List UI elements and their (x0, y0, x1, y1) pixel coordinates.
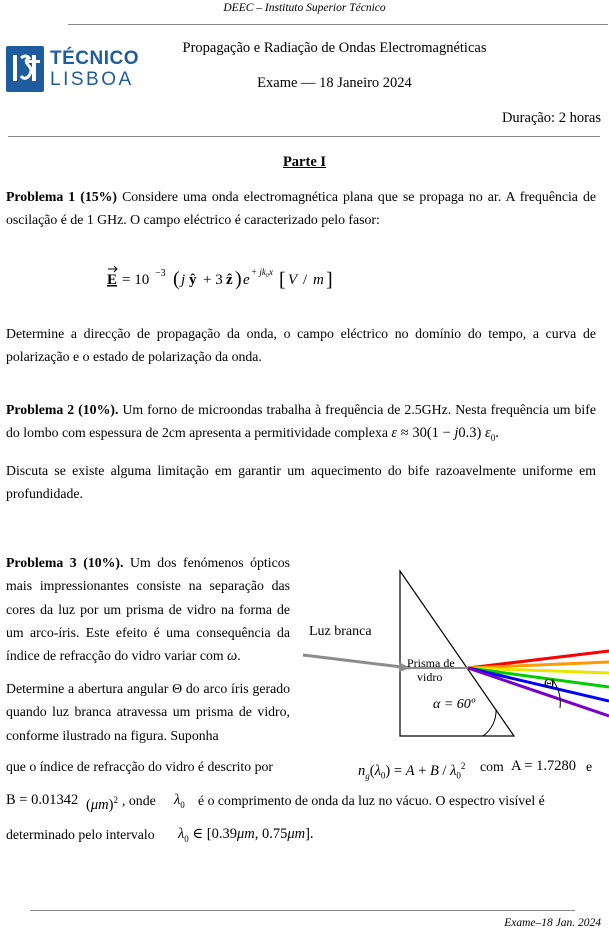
line-c-text: determinado pelo intervalo (6, 827, 155, 842)
problem3-line-b (6, 789, 596, 813)
problem3-line-a: que o índice de refracção do vidro é descrito por $n_g(\lambda_0) = A + B / \lambda_0^2$ com A = 1.7280 e (6, 755, 596, 779)
line-a-com: com (480, 759, 504, 774)
line-a-text: que o índice de refracção do vidro é descrito por (6, 759, 274, 774)
omega-symbol: ω (227, 648, 238, 665)
problem3-text2: Determine a abertura angular Θ do arco íris gerado quando luz branca atravessa um prisma de vidro, conforme ilustrado na figura. Suponha (6, 681, 290, 743)
svg-text:/: / (303, 272, 308, 288)
svg-text:= 10: = 10 (122, 272, 150, 288)
problem2-text: Um forno de microondas trabalha à frequência de 2.5GHz. Nesta frequência um bife do lombo com espessura de 2cm apresenta a permitividade complexa (6, 402, 596, 440)
svg-text:j: j (181, 272, 186, 288)
svg-text:ẑ: ẑ (226, 272, 233, 288)
problem2-question: Discuta se existe alguma limitação em garantir um aquecimento do bife razoavelmente uniforme em profundidade. (6, 463, 596, 501)
svg-text:+ 3: + 3 (203, 272, 223, 288)
line-b-onde: , onde (122, 793, 156, 808)
logo-line2: LISBOA (50, 69, 134, 90)
institution-header: DEEC – Instituto Superior Técnico (223, 2, 386, 14)
luz-branca-label: Luz branca (309, 624, 372, 639)
svg-text:ŷ: ŷ (189, 272, 197, 288)
problem1-text: Considere uma onda electromagnética plana que se propaga no ar. A frequência de oscilação é de 1 GHz. O campo eléctrico é caracterizado pelo fasor: (6, 189, 596, 227)
prism-figure (300, 568, 609, 740)
svg-text:V: V (288, 272, 298, 288)
phasor-equation-graphic (107, 262, 407, 292)
problem3-text: Um dos fenómenos ópticos mais impressionantes consiste na separação das cores da luz por um prisma de vidro na forma de um arco-íris. Este efeito é uma consequência da índice de refracção do vidro variar com (6, 555, 290, 664)
logo-line1: TÉCNICO (50, 48, 139, 69)
A-value: A = 1.7280 (511, 758, 576, 774)
svg-text:m: m (313, 272, 324, 288)
problem1-statement (6, 185, 596, 231)
prisma-label-1: Prisma de (407, 656, 455, 670)
problem2-statement (6, 398, 596, 450)
problem3-label: Problema 3 (10%). (6, 555, 124, 570)
exam-date: Exame — 18 Janeiro 2024 (257, 75, 412, 91)
problem1-question: Determine a direcção de propagação da onda, o campo eléctrico no domínio do tempo, a curva de polarização e o estado de polarização da onda. (6, 326, 596, 364)
phasor-equation (107, 262, 407, 292)
svg-text:): ) (235, 268, 242, 290)
svg-text:+ jk₀x: + jk₀x (251, 267, 273, 277)
theta-label: Θ (544, 677, 555, 692)
header-rule (68, 24, 608, 25)
index-formula: $n_g(\lambda_0) = A + B / \lambda_0^2$ (358, 761, 466, 781)
footer-rule (30, 910, 575, 911)
alpha-label: α = 60º (433, 697, 476, 712)
B-value: B = 0.01342 (6, 792, 79, 808)
svg-text:(: ( (173, 268, 180, 290)
svg-text:e: e (243, 272, 250, 288)
footer: Exame–18 Jan. 2024 (504, 917, 601, 929)
problem3-line-c (6, 823, 596, 847)
svg-text:[: [ (279, 269, 286, 291)
lambda0-symbol: $\lambda_0$ (174, 792, 185, 810)
section-rule (8, 136, 600, 137)
svg-text:]: ] (326, 269, 333, 291)
problem1-label: Problema 1 (15%) (6, 189, 118, 204)
part-title: Parte I (282, 154, 327, 170)
problem3-statement: Problema 3 (10%). Um dos fenómenos ópticos mais impressionantes consiste na separação das cores da luz por um prisma de vidro na forma de um arco-íris. Este efeito é uma consequência da índice de refracção do vidro variar com ω. (6, 555, 290, 665)
line-b-rest: é o comprimento de onda da luz no vácuo. O espectro visível é (198, 793, 545, 808)
permittivity-expression: ε ≈ 30(1 − j0.3) $\varepsilon_0$. (391, 425, 499, 443)
white-light-ray (303, 655, 410, 668)
duration: Duração: 2 horas (501, 110, 601, 126)
problem2-label: Problema 2 (10%). (6, 402, 119, 417)
svg-text:E: E (107, 272, 118, 288)
course-title: Propagação e Radiação de Ondas Electromagnéticas (182, 40, 487, 56)
prisma-label-2: vidro (417, 670, 443, 684)
spectrum-interval: $\lambda_0$ ∈ [0.39μm, 0.75μm]. (178, 826, 314, 844)
svg-text:−3: −3 (155, 268, 166, 279)
B-unit: $(\mu m)^2$ (86, 795, 118, 813)
